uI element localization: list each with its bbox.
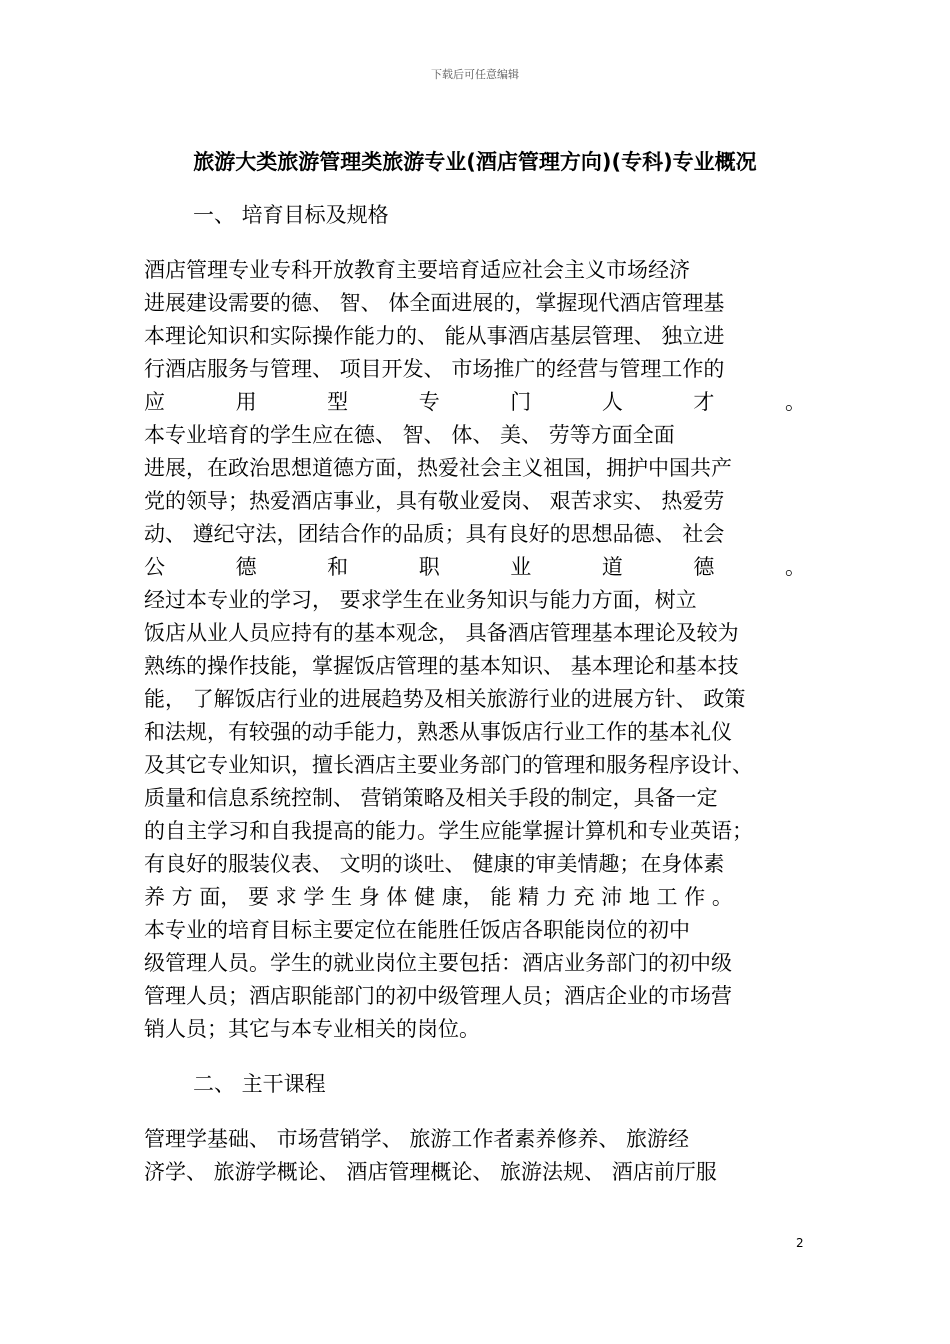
justified-char: 才 — [693, 390, 715, 414]
page-number: 2 — [796, 1236, 804, 1250]
paragraph-line: 质量和信息系统控制、 营销策略及相关手段的制定，具备一定 — [144, 786, 718, 810]
justified-char: 道 — [601, 555, 623, 579]
paragraph-justified-line — [144, 389, 806, 415]
justified-char: 应 — [144, 390, 165, 414]
paragraph-line: 本理论知识和实际操作能力的、 能从事酒店基层管理、 独立进 — [144, 324, 725, 348]
justified-char: 业 — [510, 555, 532, 579]
paragraph-line: 行酒店服务与管理、 项目开发、 市场推广的经营与管理工作的 — [144, 357, 725, 381]
paragraph-line: 及其它专业知识，擅长酒店主要业务部门的管理和服务程序设计、 — [144, 753, 753, 777]
justified-char: 门 — [510, 390, 532, 414]
paragraph-line: 管理学基础、 市场营销学、 旅游工作者素养修养、 旅游经 — [144, 1127, 690, 1151]
justified-char: 专 — [418, 390, 440, 414]
paragraph-justified-line — [144, 554, 806, 580]
paragraph-line: 级管理人员。学生的就业岗位主要包括：酒店业务部门的初中级 — [144, 951, 732, 975]
paragraph-line: 的自主学习和自我提高的能力。学生应能掌握计算机和专业英语； — [144, 819, 753, 843]
justified-char: 和 — [327, 555, 349, 579]
justified-char: 用 — [235, 390, 257, 414]
paragraph-line: 能， 了解饭店行业的进展趋势及相关旅游行业的进展方针、 政策 — [144, 687, 746, 711]
paragraph-line: 饭店从业人员应持有的基本观念， 具备酒店管理基本理论及较为 — [144, 621, 739, 645]
paragraph-line: 济学、 旅游学概论、 酒店管理概论、 旅游法规、 酒店前厅服 — [144, 1160, 717, 1184]
paragraph-line: 销人员；其它与本专业相关的岗位。 — [144, 1017, 480, 1041]
justified-char: 德 — [693, 555, 715, 579]
paragraph-spaced-line: 养 方 面， 要 求 学 生 身 体 健 康， 能 精 力 充 沛 地 工 作 。 — [144, 885, 733, 909]
document-title: 旅游大类旅游管理类旅游专业(酒店管理方向)(专科)专业概况 — [193, 150, 757, 174]
justified-char: 公 — [144, 555, 165, 579]
paragraph-line: 和法规，有较强的动手能力，熟悉从事饭店行业工作的基本礼仪 — [144, 720, 732, 744]
paragraph-line: 熟练的操作技能，掌握饭店管理的基本知识、 基本理论和基本技 — [144, 654, 739, 678]
paragraph-line: 管理人员；酒店职能部门的初中级管理人员；酒店企业的市场营 — [144, 984, 732, 1008]
justified-char: 人 — [601, 390, 623, 414]
justified-char: 型 — [327, 390, 349, 414]
section-heading-2: 二、 主干课程 — [193, 1072, 326, 1096]
justified-char: 职 — [418, 555, 440, 579]
header-note: 下载后可任意编辑 — [431, 68, 519, 81]
justified-char: 。 — [784, 555, 806, 579]
paragraph-line: 党的领导；热爱酒店事业，具有敬业爱岗、 艰苦求实、 热爱劳 — [144, 489, 725, 513]
paragraph-line: 动、 遵纪守法，团结合作的品质；具有良好的思想品德、 社会 — [144, 522, 725, 546]
paragraph-line: 进展，在政治思想道德方面，热爱社会主义祖国，拥护中国共产 — [144, 456, 732, 480]
justified-char: 德 — [235, 555, 257, 579]
paragraph-line: 本专业的培育目标主要定位在能胜任饭店各职能岗位的初中 — [144, 918, 690, 942]
paragraph-line: 本专业培育的学生应在德、 智、 体、 美、 劳等方面全面 — [144, 423, 675, 447]
paragraph-line: 有良好的服装仪表、 文明的谈吐、 健康的审美情趣；在身体素 — [144, 852, 725, 876]
paragraph-line: 酒店管理专业专科开放教育主要培育适应社会主义市场经济 — [144, 258, 690, 282]
section-heading-1: 一、 培育目标及规格 — [193, 203, 389, 227]
justified-char: 。 — [784, 390, 806, 414]
paragraph-line: 经过本专业的学习， 要求学生在业务知识与能力方面，树立 — [144, 588, 697, 612]
paragraph-line: 进展建设需要的德、 智、 体全面进展的，掌握现代酒店管理基 — [144, 291, 725, 315]
